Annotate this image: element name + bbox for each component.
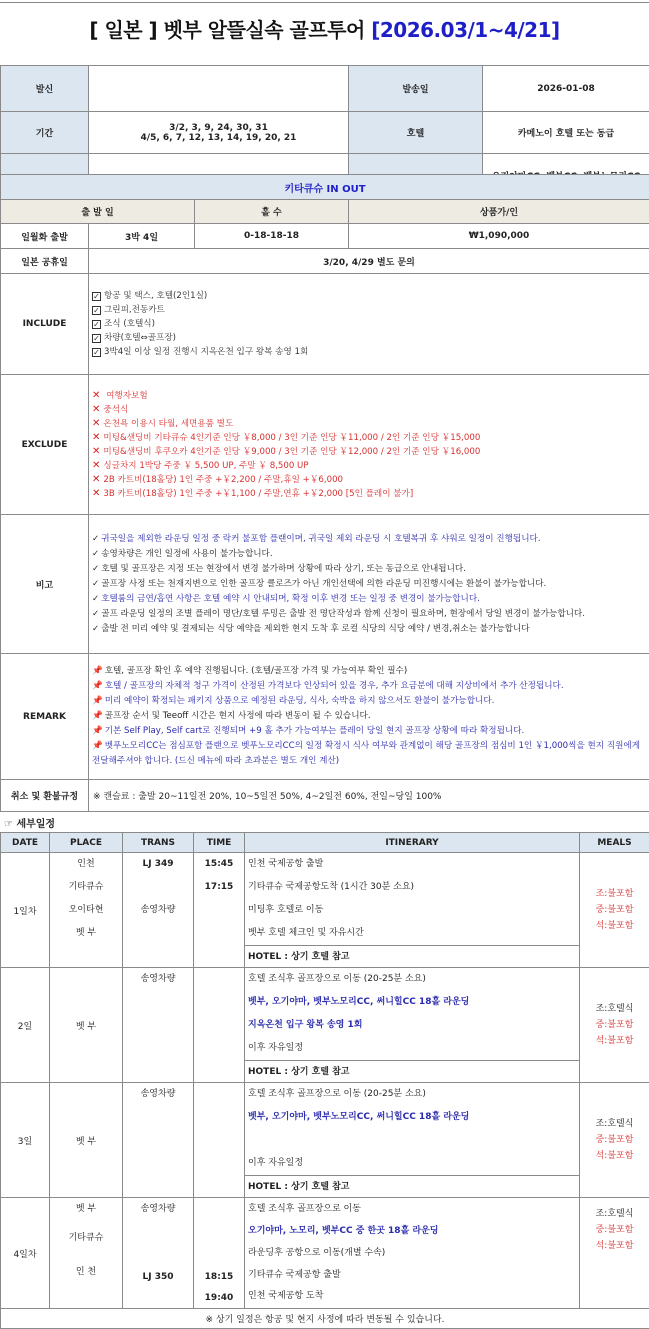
note-item bbox=[92, 577, 649, 592]
day-meals bbox=[580, 968, 649, 1083]
time: 19:40 bbox=[194, 1288, 244, 1308]
remark-cell bbox=[89, 654, 649, 780]
pointing-hand-icon: ☞ bbox=[4, 819, 13, 830]
cross-icon: ✕ bbox=[92, 418, 100, 429]
itinerary-line: 호텔 조식후 골프장으로 이동 (20-25분 소요) bbox=[245, 1083, 579, 1106]
day-meals bbox=[580, 1083, 649, 1198]
remark-text: 골프장 순서 및 Teeoff 시간은 현지 사정에 따라 변동이 될 수 있습니다. bbox=[105, 711, 371, 721]
trans: LJ 349 bbox=[123, 853, 193, 876]
exclude-text: 온천욕 이용시 타월, 세면용품 별도 bbox=[103, 419, 233, 429]
trans: 송영차량 bbox=[123, 1198, 193, 1221]
remark-text: 호텔, 골프장 확인 후 예약 진행됩니다. (호텔/골프장 가격 및 가능여부 확인 필수) bbox=[105, 666, 407, 676]
include-text: 3박4일 이상 일정 진행시 지옥온천 입구 왕복 송영 1회 bbox=[104, 347, 308, 357]
itinerary-line: 인천 국제공항 도착 bbox=[245, 1286, 579, 1306]
exclude-label: EXCLUDE bbox=[1, 375, 89, 515]
col-price: 상품가/인 bbox=[349, 200, 649, 224]
checkmark-icon: ✓ bbox=[92, 534, 99, 544]
table-row bbox=[1, 1083, 649, 1198]
itinerary-line: 미팅후 호텔로 이동 bbox=[245, 899, 579, 922]
period-value bbox=[89, 112, 349, 154]
nights: 3박 4일 bbox=[89, 224, 195, 249]
note-item bbox=[92, 592, 649, 607]
notes-label: 비고 bbox=[1, 515, 89, 654]
exclude-text: 2B 카트비(18홀당) 1인 주중 +￥2,200 / 주말,휴일 +￥6,000 bbox=[103, 475, 343, 485]
include-item bbox=[92, 303, 649, 317]
day-itinerary bbox=[245, 853, 580, 968]
schedule-section-title bbox=[4, 815, 55, 830]
remark-text: 기본 Self Play, Self cart로 진행되며 +9 홀 추가 가능여부는 플레이 당일 현지 골프장 상황에 따라 확정됩니다. bbox=[105, 726, 525, 736]
meal-lunch: 중:불포함 bbox=[580, 902, 649, 918]
exclude-cell bbox=[89, 375, 649, 515]
hotel-label: 호텔 bbox=[349, 112, 483, 154]
note-text: 골프장 사정 또는 천재지변으로 인한 골프장 클로즈가 아닌 개인선택에 의한 라운딩 미진행시에는 환불이 불가능합니다. bbox=[101, 579, 546, 589]
note-item bbox=[92, 622, 649, 637]
pushpin-icon: 📌 bbox=[92, 696, 103, 706]
remark-item bbox=[92, 724, 649, 739]
note-text: 골프 라운딩 일정의 조별 플레이 명단/호텔 루밍은 출발 전 명단작성과 함께 신청이 필요하며, 현장에서 당일 변경이 불가능합니다. bbox=[101, 609, 585, 619]
day-places: 벳 부 bbox=[50, 1083, 123, 1198]
cancel-value: ※ 캔슬료 : 출발 20~11일전 20%, 10~5일전 50%, 4~2일전 60%, 전일~당일 100% bbox=[89, 780, 649, 812]
checkbox-icon: ✓ bbox=[92, 348, 101, 357]
note-item bbox=[92, 547, 649, 562]
itinerary-line: 기타큐슈 국제공항도착 (1시간 30분 소요) bbox=[245, 876, 579, 899]
table-row bbox=[1, 1198, 649, 1309]
day-itinerary bbox=[245, 1083, 580, 1198]
period-line: 3/2, 3, 9, 24, 30, 31 bbox=[89, 123, 348, 133]
product-table bbox=[0, 174, 649, 274]
exclude-item bbox=[92, 445, 649, 459]
place: 벳 부 bbox=[50, 922, 122, 945]
time: 17:15 bbox=[194, 876, 244, 899]
itinerary-hotel: HOTEL : 상기 호텔 참고 bbox=[245, 1060, 579, 1082]
holes: 0-18-18-18 bbox=[195, 224, 349, 249]
col-trans: TRANS bbox=[123, 833, 194, 853]
day-date: 4일차 bbox=[1, 1198, 50, 1309]
day-places bbox=[50, 853, 123, 968]
exclude-text: 3B 카트비(18홀당) 1인 주중 +￥1,100 / 주말,연휴 +￥2,000 [5인 플레이 불가] bbox=[103, 489, 413, 499]
include-cell bbox=[89, 274, 649, 375]
pushpin-icon: 📌 bbox=[92, 666, 103, 676]
remark-item bbox=[92, 739, 649, 769]
exclude-item bbox=[92, 431, 649, 445]
checkmark-icon: ✓ bbox=[92, 564, 99, 574]
meal-breakfast: 조:호텔식 bbox=[580, 1116, 649, 1132]
meal-dinner: 석:불포함 bbox=[580, 1033, 649, 1049]
itinerary-line: 기타큐슈 국제공항 출발 bbox=[245, 1264, 579, 1286]
day-itinerary bbox=[245, 968, 580, 1083]
cross-icon: ✕ bbox=[92, 488, 100, 499]
note-text: 송영차량은 개인 일정에 사용이 불가능합니다. bbox=[101, 549, 272, 559]
itinerary-line: 벳부, 오기야마, 벳부노모리CC, 써니힐CC 18홀 라운딩 bbox=[245, 991, 579, 1014]
trans: 송영차량 bbox=[123, 1083, 193, 1106]
day-places bbox=[50, 1198, 123, 1309]
day-trans bbox=[123, 968, 194, 1083]
checkmark-icon: ✓ bbox=[92, 579, 99, 589]
include-text: 그린피,전동카트 bbox=[104, 305, 165, 315]
exclude-text: 미팅&샌딩비 후쿠오카 4인기준 인당 ￥9,000 / 3인 기준 인당 ￥12,000 / 2인 기준 인당 ￥16,000 bbox=[103, 447, 480, 457]
time: 18:15 bbox=[194, 1266, 244, 1288]
exclude-item bbox=[92, 459, 649, 473]
day-times bbox=[194, 1083, 245, 1198]
departure-days: 일월화 출발 bbox=[1, 224, 89, 249]
day-itinerary bbox=[245, 1198, 580, 1309]
note-text: 호텔 및 골프장은 지정 또는 현장에서 변경 불가하며 상황에 따라 상기, 또는 동급으로 안내됩니다. bbox=[101, 564, 466, 574]
trans bbox=[123, 876, 193, 899]
col-place: PLACE bbox=[50, 833, 123, 853]
include-text: 항공 및 택스, 호텔(2인1실) bbox=[104, 291, 207, 301]
send-date-label: 발송일 bbox=[349, 66, 483, 112]
itinerary-line: 라운딩후 공항으로 이동(개별 수속) bbox=[245, 1242, 579, 1264]
note-item bbox=[92, 532, 649, 547]
exclude-text: 싱글차지 1박당 주중 ￥ 5,500 UP, 주말 ￥ 8,500 UP bbox=[103, 461, 308, 471]
itinerary-line: 오기야마, 노모리, 벳부CC 중 한곳 18홀 라운딩 bbox=[245, 1220, 579, 1242]
exclude-text: 미팅&샌딩비 기타큐슈 4인기준 인당 ￥8,000 / 3인 기준 인당 ￥11,000 / 2인 기준 인당 ￥15,000 bbox=[103, 433, 480, 443]
day-date: 3일 bbox=[1, 1083, 50, 1198]
table-row bbox=[1, 853, 649, 968]
place: 오이타현 bbox=[50, 899, 122, 922]
terms-table bbox=[0, 273, 649, 812]
trans: LJ 350 bbox=[123, 1266, 193, 1289]
pushpin-icon: 📌 bbox=[92, 726, 103, 736]
holiday-value: 3/20, 4/29 별도 문의 bbox=[89, 249, 649, 274]
exclude-item bbox=[92, 389, 649, 403]
remark-list bbox=[89, 664, 649, 769]
top-rule bbox=[0, 0, 649, 3]
day-trans bbox=[123, 1198, 194, 1309]
itinerary-line: 인천 국제공항 출발 bbox=[245, 853, 579, 876]
itinerary-line: 이후 자유일정 bbox=[245, 1152, 579, 1175]
holiday-label: 일본 공휴일 bbox=[1, 249, 89, 274]
meal-breakfast: 조:불포함 bbox=[580, 886, 649, 902]
cross-icon: ✕ bbox=[92, 390, 100, 401]
itinerary-line bbox=[245, 1129, 579, 1152]
trans bbox=[123, 922, 193, 945]
time: 15:45 bbox=[194, 853, 244, 876]
day-date: 1일차 bbox=[1, 853, 50, 968]
cross-icon: ✕ bbox=[92, 432, 100, 443]
schedule-table bbox=[0, 832, 649, 1329]
remark-text: 벳푸노모리CC는 점심포함 플랜으로 벳푸노모리CC의 일정 확정시 식사 여부와 관계없이 해당 골프장의 점심비 1인 ￥1,000씩을 현지 직원에게 전달해주셔야 합니다. (드신 메뉴에 따라 초과분은 별도 개인 계산) bbox=[92, 741, 640, 766]
route-band: 키타큐슈 IN OUT bbox=[1, 175, 649, 200]
include-item bbox=[92, 331, 649, 345]
schedule-title: 세부일정 bbox=[16, 819, 55, 830]
place: 인천 bbox=[50, 853, 122, 876]
cross-icon: ✕ bbox=[92, 404, 100, 415]
notes-list bbox=[89, 532, 649, 637]
col-holes: 홀 수 bbox=[195, 200, 349, 224]
exclude-text: 여행자보험 bbox=[103, 391, 147, 401]
itinerary-hotel: HOTEL : 상기 호텔 참고 bbox=[245, 1175, 579, 1197]
itinerary-line: 벳부 호텔 체크인 및 자유시간 bbox=[245, 922, 579, 945]
day-places: 벳 부 bbox=[50, 968, 123, 1083]
period-label: 기간 bbox=[1, 112, 89, 154]
col-time: TIME bbox=[194, 833, 245, 853]
meal-lunch: 중:불포함 bbox=[580, 1222, 649, 1238]
day-times bbox=[194, 853, 245, 968]
title-period: [2026.03/1~4/21] bbox=[371, 18, 559, 42]
checkbox-icon: ✓ bbox=[92, 334, 101, 343]
remark-text: 호텔 / 골프장의 자체적 청구 가격이 산정된 가격보다 인상되어 있을 경우, 추가 요금분에 대해 지상비에서 추가 산정됩니다. bbox=[105, 681, 564, 691]
include-item bbox=[92, 317, 649, 331]
remark-item bbox=[92, 709, 649, 724]
note-text: 출발 전 미리 예약 및 결제되는 식당 예약을 제외한 현지 도착 후 로컬 식당의 식당 예약 / 변경,취소는 불가능합니다 bbox=[101, 624, 529, 634]
exclude-item bbox=[92, 417, 649, 431]
note-text: 귀국일을 제외한 라운딩 일정 중 락커 불포함 플랜이며, 귀국일 제외 라운딩 시 호텔복귀 후 샤워로 일정이 진행됩니다. bbox=[101, 534, 540, 544]
col-itinerary: ITINERARY bbox=[245, 833, 580, 853]
day-meals bbox=[580, 1198, 649, 1309]
meal-breakfast: 조:호텔식 bbox=[580, 1001, 649, 1017]
pushpin-icon: 📌 bbox=[92, 681, 103, 691]
remark-item bbox=[92, 694, 649, 709]
period-line: 4/5, 6, 7, 12, 13, 14, 19, 20, 21 bbox=[89, 133, 348, 143]
pushpin-icon: 📌 bbox=[92, 741, 103, 751]
checkbox-icon: ✓ bbox=[92, 292, 101, 301]
trans: 송영차량 bbox=[123, 968, 193, 991]
meal-dinner: 석:불포함 bbox=[580, 1238, 649, 1254]
meal-lunch: 중:불포함 bbox=[580, 1132, 649, 1148]
note-text: 호텔룸의 금연/흡연 사항은 호텔 예약 시 안내되며, 확정 이후 변경 또는 일정 중 변경이 불가능합니다. bbox=[101, 594, 480, 604]
cross-icon: ✕ bbox=[92, 474, 100, 485]
table-row bbox=[1, 968, 649, 1083]
sender-value bbox=[89, 66, 349, 112]
include-text: 조식 (호텔식) bbox=[104, 319, 155, 329]
day-times bbox=[194, 968, 245, 1083]
pushpin-icon: 📌 bbox=[92, 711, 103, 721]
checkmark-icon: ✓ bbox=[92, 624, 99, 634]
note-item bbox=[92, 607, 649, 622]
remark-item bbox=[92, 664, 649, 679]
schedule-footer-note: ※ 상기 일정은 항공 및 현지 사정에 따라 변동될 수 있습니다. bbox=[1, 1309, 649, 1329]
col-meals: MEALS bbox=[580, 833, 649, 853]
exclude-item bbox=[92, 473, 649, 487]
day-meals bbox=[580, 853, 649, 968]
day-trans bbox=[123, 853, 194, 968]
checkbox-icon: ✓ bbox=[92, 320, 101, 329]
cancel-label: 취소 및 환불규정 bbox=[1, 780, 89, 812]
include-label: INCLUDE bbox=[1, 274, 89, 375]
day-trans bbox=[123, 1083, 194, 1198]
remark-text: 미리 예약이 확정되는 패키지 상품으로 예정된 라운딩, 식사, 숙박을 하지 않으셔도 환불이 불가능합니다. bbox=[105, 696, 495, 706]
include-item bbox=[92, 289, 649, 303]
place: 벳 부 bbox=[50, 1198, 122, 1221]
include-item bbox=[92, 345, 649, 359]
itinerary-line: 벳부, 오기야마, 벳부노모리CC, 써니힐CC 18홀 라운딩 bbox=[245, 1106, 579, 1129]
title-main: [ 일본 ] 벳부 알뜰실속 골프투어 bbox=[89, 18, 371, 42]
meal-lunch: 중:불포함 bbox=[580, 1017, 649, 1033]
checkmark-icon: ✓ bbox=[92, 609, 99, 619]
itinerary-line: 호텔 조식후 골프장으로 이동 (20-25분 소요) bbox=[245, 968, 579, 991]
note-item bbox=[92, 562, 649, 577]
remark-label: REMARK bbox=[1, 654, 89, 780]
itinerary-hotel: HOTEL : 상기 호텔 참고 bbox=[245, 945, 579, 967]
checkbox-icon: ✓ bbox=[92, 306, 101, 315]
exclude-list bbox=[89, 389, 649, 501]
meal-dinner: 석:불포함 bbox=[580, 1148, 649, 1164]
meal-dinner: 석:불포함 bbox=[580, 918, 649, 934]
cross-icon: ✕ bbox=[92, 460, 100, 471]
col-departure: 출 발 일 bbox=[1, 200, 195, 224]
itinerary-line: 호텔 조식후 골프장으로 이동 bbox=[245, 1198, 579, 1220]
place: 기타큐슈 bbox=[50, 1221, 122, 1255]
day-date: 2일 bbox=[1, 968, 50, 1083]
remark-item bbox=[92, 679, 649, 694]
meal-breakfast: 조:호텔식 bbox=[580, 1206, 649, 1222]
checkmark-icon: ✓ bbox=[92, 549, 99, 559]
col-date: DATE bbox=[1, 833, 50, 853]
checkmark-icon: ✓ bbox=[92, 594, 99, 604]
exclude-text: 중석식 bbox=[103, 405, 128, 415]
exclude-item bbox=[92, 487, 649, 501]
itinerary-line: 지옥온천 입구 왕복 송영 1회 bbox=[245, 1014, 579, 1037]
price: ₩1,090,000 bbox=[349, 224, 649, 249]
sender-label: 발신 bbox=[1, 66, 89, 112]
send-date-value: 2026-01-08 bbox=[483, 66, 649, 112]
exclude-item bbox=[92, 403, 649, 417]
place: 인 천 bbox=[50, 1255, 122, 1289]
cross-icon: ✕ bbox=[92, 446, 100, 457]
place: 기타큐슈 bbox=[50, 876, 122, 899]
schedule-header bbox=[1, 833, 649, 853]
notes-cell bbox=[89, 515, 649, 654]
itinerary-line: 이후 자유일정 bbox=[245, 1037, 579, 1060]
include-text: 차량(호텔⇔골프장) bbox=[104, 333, 176, 343]
trans: 송영차량 bbox=[123, 899, 193, 922]
day-times bbox=[194, 1198, 245, 1309]
include-list bbox=[89, 289, 649, 359]
hotel-value: 카메노이 호텔 또는 동급 bbox=[483, 112, 649, 154]
page-title bbox=[0, 14, 649, 43]
